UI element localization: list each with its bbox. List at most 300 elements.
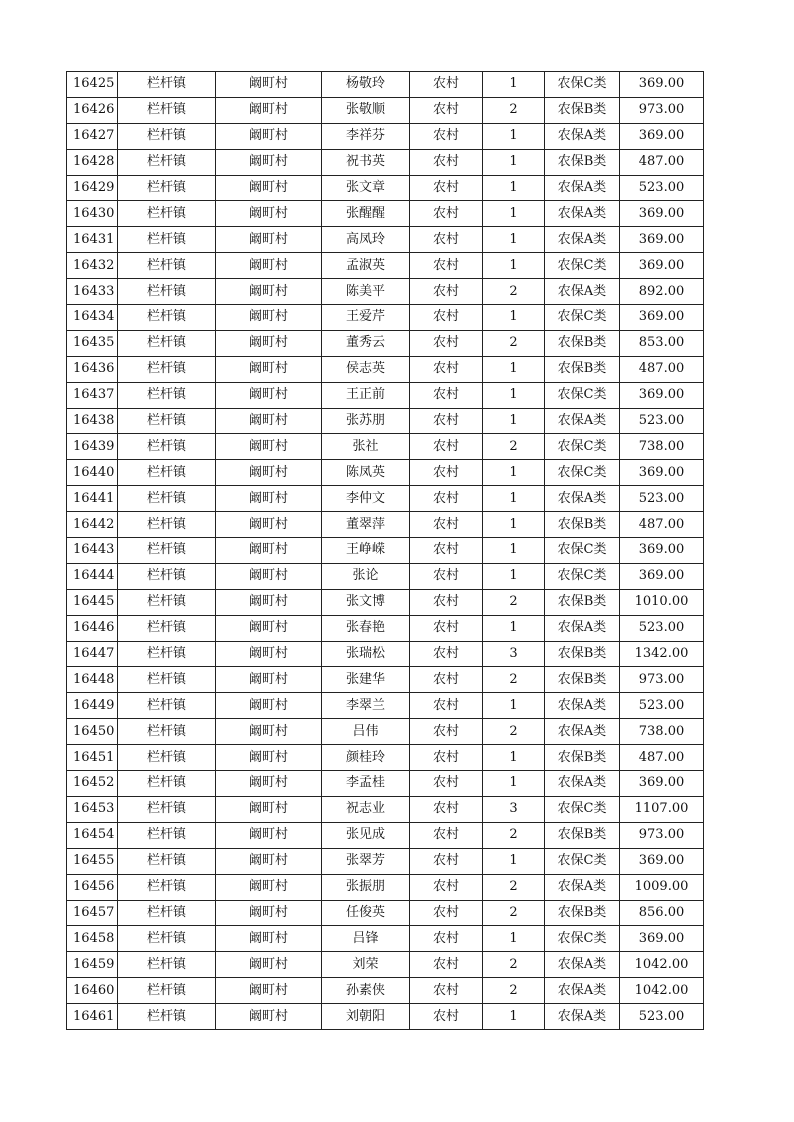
area-type-cell: 农村 (410, 745, 483, 771)
village-cell: 阚町村 (216, 1004, 322, 1030)
insurance-category-cell: 农保C类 (545, 460, 620, 486)
household-count-cell: 2 (483, 589, 545, 615)
amount-cell: 523.00 (620, 615, 704, 641)
household-count-cell: 1 (483, 175, 545, 201)
table-row (67, 382, 704, 408)
amount-cell: 856.00 (620, 900, 704, 926)
name-cell: 李翠兰 (322, 693, 410, 719)
village-cell: 阚町村 (216, 771, 322, 797)
village-cell: 阚町村 (216, 434, 322, 460)
area-type-cell: 农村 (410, 615, 483, 641)
household-count-cell: 2 (483, 978, 545, 1004)
record-id-cell: 16451 (67, 745, 118, 771)
town-cell: 栏杆镇 (118, 615, 216, 641)
town-cell: 栏杆镇 (118, 512, 216, 538)
amount-cell: 369.00 (620, 123, 704, 149)
insurance-category-cell: 农保A类 (545, 486, 620, 512)
record-id-cell: 16444 (67, 563, 118, 589)
record-id-cell: 16458 (67, 926, 118, 952)
area-type-cell: 农村 (410, 874, 483, 900)
name-cell: 吕锋 (322, 926, 410, 952)
household-count-cell: 1 (483, 563, 545, 589)
area-type-cell: 农村 (410, 279, 483, 305)
table-row (67, 874, 704, 900)
amount-cell: 1009.00 (620, 874, 704, 900)
amount-cell: 973.00 (620, 667, 704, 693)
name-cell: 李孟桂 (322, 771, 410, 797)
insurance-category-cell: 农保A类 (545, 408, 620, 434)
name-cell: 李仲文 (322, 486, 410, 512)
record-id-cell: 16441 (67, 486, 118, 512)
amount-cell: 369.00 (620, 538, 704, 564)
area-type-cell: 农村 (410, 719, 483, 745)
town-cell: 栏杆镇 (118, 175, 216, 201)
household-count-cell: 2 (483, 97, 545, 123)
table-row (67, 408, 704, 434)
table-row (67, 848, 704, 874)
insurance-category-cell: 农保B类 (545, 589, 620, 615)
name-cell: 董翠萍 (322, 512, 410, 538)
name-cell: 陈凤英 (322, 460, 410, 486)
household-count-cell: 1 (483, 123, 545, 149)
table-row (67, 745, 704, 771)
town-cell: 栏杆镇 (118, 201, 216, 227)
insurance-category-cell: 农保C类 (545, 848, 620, 874)
table-row (67, 796, 704, 822)
table-row (67, 771, 704, 797)
household-count-cell: 2 (483, 900, 545, 926)
area-type-cell: 农村 (410, 149, 483, 175)
table-row (67, 1004, 704, 1030)
amount-cell: 369.00 (620, 382, 704, 408)
amount-cell: 1342.00 (620, 641, 704, 667)
village-cell: 阚町村 (216, 330, 322, 356)
town-cell: 栏杆镇 (118, 719, 216, 745)
area-type-cell: 农村 (410, 693, 483, 719)
village-cell: 阚町村 (216, 745, 322, 771)
household-count-cell: 1 (483, 149, 545, 175)
name-cell: 张见成 (322, 822, 410, 848)
town-cell: 栏杆镇 (118, 149, 216, 175)
record-id-cell: 16443 (67, 538, 118, 564)
area-type-cell: 农村 (410, 305, 483, 331)
insurance-category-cell: 农保C类 (545, 72, 620, 98)
record-id-cell: 16435 (67, 330, 118, 356)
table-row (67, 693, 704, 719)
insurance-category-cell: 农保C类 (545, 305, 620, 331)
name-cell: 高凤玲 (322, 227, 410, 253)
table-row (67, 356, 704, 382)
village-cell: 阚町村 (216, 227, 322, 253)
name-cell: 张社 (322, 434, 410, 460)
record-id-cell: 16437 (67, 382, 118, 408)
amount-cell: 369.00 (620, 848, 704, 874)
table-row (67, 667, 704, 693)
village-cell: 阚町村 (216, 408, 322, 434)
insurance-category-cell: 农保B类 (545, 641, 620, 667)
record-id-cell: 16446 (67, 615, 118, 641)
village-cell: 阚町村 (216, 848, 322, 874)
household-count-cell: 1 (483, 512, 545, 538)
household-count-cell: 3 (483, 796, 545, 822)
town-cell: 栏杆镇 (118, 123, 216, 149)
town-cell: 栏杆镇 (118, 926, 216, 952)
name-cell: 王正前 (322, 382, 410, 408)
insurance-category-cell: 农保B类 (545, 667, 620, 693)
record-id-cell: 16456 (67, 874, 118, 900)
amount-cell: 487.00 (620, 149, 704, 175)
insurance-category-cell: 农保A类 (545, 175, 620, 201)
table-row (67, 900, 704, 926)
area-type-cell: 农村 (410, 926, 483, 952)
area-type-cell: 农村 (410, 434, 483, 460)
area-type-cell: 农村 (410, 1004, 483, 1030)
village-cell: 阚町村 (216, 97, 322, 123)
household-count-cell: 1 (483, 771, 545, 797)
record-id-cell: 16452 (67, 771, 118, 797)
village-cell: 阚町村 (216, 460, 322, 486)
record-id-cell: 16442 (67, 512, 118, 538)
household-count-cell: 2 (483, 952, 545, 978)
area-type-cell: 农村 (410, 978, 483, 1004)
table-row (67, 175, 704, 201)
name-cell: 孙素侠 (322, 978, 410, 1004)
household-count-cell: 1 (483, 227, 545, 253)
town-cell: 栏杆镇 (118, 641, 216, 667)
insurance-category-cell: 农保A类 (545, 227, 620, 253)
town-cell: 栏杆镇 (118, 589, 216, 615)
name-cell: 侯志英 (322, 356, 410, 382)
village-cell: 阚町村 (216, 512, 322, 538)
area-type-cell: 农村 (410, 408, 483, 434)
table-row (67, 615, 704, 641)
insurance-category-cell: 农保A类 (545, 771, 620, 797)
area-type-cell: 农村 (410, 512, 483, 538)
amount-cell: 369.00 (620, 771, 704, 797)
household-count-cell: 2 (483, 434, 545, 460)
amount-cell: 369.00 (620, 253, 704, 279)
record-id-cell: 16428 (67, 149, 118, 175)
area-type-cell: 农村 (410, 123, 483, 149)
insurance-category-cell: 农保C类 (545, 926, 620, 952)
record-id-cell: 16440 (67, 460, 118, 486)
area-type-cell: 农村 (410, 253, 483, 279)
table-row (67, 538, 704, 564)
insurance-category-cell: 农保C类 (545, 796, 620, 822)
area-type-cell: 农村 (410, 538, 483, 564)
insurance-category-cell: 农保B类 (545, 97, 620, 123)
record-id-cell: 16425 (67, 72, 118, 98)
area-type-cell: 农村 (410, 175, 483, 201)
area-type-cell: 农村 (410, 641, 483, 667)
town-cell: 栏杆镇 (118, 279, 216, 305)
amount-cell: 973.00 (620, 97, 704, 123)
data-table (66, 71, 704, 1030)
village-cell: 阚町村 (216, 279, 322, 305)
name-cell: 杨敬玲 (322, 72, 410, 98)
town-cell: 栏杆镇 (118, 693, 216, 719)
insurance-category-cell: 农保B类 (545, 900, 620, 926)
table-row (67, 201, 704, 227)
household-count-cell: 1 (483, 201, 545, 227)
record-id-cell: 16445 (67, 589, 118, 615)
town-cell: 栏杆镇 (118, 796, 216, 822)
name-cell: 张苏朋 (322, 408, 410, 434)
town-cell: 栏杆镇 (118, 97, 216, 123)
name-cell: 刘荣 (322, 952, 410, 978)
area-type-cell: 农村 (410, 589, 483, 615)
insurance-category-cell: 农保B类 (545, 149, 620, 175)
record-id-cell: 16448 (67, 667, 118, 693)
village-cell: 阚町村 (216, 589, 322, 615)
village-cell: 阚町村 (216, 486, 322, 512)
record-id-cell: 16461 (67, 1004, 118, 1030)
town-cell: 栏杆镇 (118, 1004, 216, 1030)
insurance-category-cell: 农保A类 (545, 978, 620, 1004)
household-count-cell: 2 (483, 719, 545, 745)
village-cell: 阚町村 (216, 175, 322, 201)
insurance-category-cell: 农保A类 (545, 201, 620, 227)
name-cell: 吕伟 (322, 719, 410, 745)
village-cell: 阚町村 (216, 538, 322, 564)
record-id-cell: 16453 (67, 796, 118, 822)
name-cell: 祝书英 (322, 149, 410, 175)
town-cell: 栏杆镇 (118, 874, 216, 900)
town-cell: 栏杆镇 (118, 486, 216, 512)
village-cell: 阚町村 (216, 123, 322, 149)
household-count-cell: 1 (483, 253, 545, 279)
name-cell: 张振朋 (322, 874, 410, 900)
household-count-cell: 2 (483, 279, 545, 305)
area-type-cell: 农村 (410, 563, 483, 589)
name-cell: 张文博 (322, 589, 410, 615)
household-count-cell: 1 (483, 460, 545, 486)
household-count-cell: 1 (483, 615, 545, 641)
amount-cell: 523.00 (620, 1004, 704, 1030)
insurance-category-cell: 农保A类 (545, 719, 620, 745)
table-row (67, 952, 704, 978)
household-count-cell: 1 (483, 408, 545, 434)
household-count-cell: 2 (483, 330, 545, 356)
town-cell: 栏杆镇 (118, 330, 216, 356)
name-cell: 张论 (322, 563, 410, 589)
area-type-cell: 农村 (410, 848, 483, 874)
amount-cell: 369.00 (620, 563, 704, 589)
town-cell: 栏杆镇 (118, 900, 216, 926)
amount-cell: 973.00 (620, 822, 704, 848)
area-type-cell: 农村 (410, 460, 483, 486)
town-cell: 栏杆镇 (118, 771, 216, 797)
insurance-category-cell: 农保A类 (545, 279, 620, 305)
area-type-cell: 农村 (410, 796, 483, 822)
amount-cell: 369.00 (620, 72, 704, 98)
record-id-cell: 16429 (67, 175, 118, 201)
amount-cell: 523.00 (620, 693, 704, 719)
household-count-cell: 1 (483, 848, 545, 874)
area-type-cell: 农村 (410, 72, 483, 98)
name-cell: 刘朝阳 (322, 1004, 410, 1030)
village-cell: 阚町村 (216, 926, 322, 952)
name-cell: 张翠芳 (322, 848, 410, 874)
town-cell: 栏杆镇 (118, 227, 216, 253)
village-cell: 阚町村 (216, 822, 322, 848)
town-cell: 栏杆镇 (118, 253, 216, 279)
village-cell: 阚町村 (216, 382, 322, 408)
amount-cell: 487.00 (620, 745, 704, 771)
name-cell: 任俊英 (322, 900, 410, 926)
insurance-category-cell: 农保B类 (545, 745, 620, 771)
village-cell: 阚町村 (216, 356, 322, 382)
record-id-cell: 16455 (67, 848, 118, 874)
amount-cell: 738.00 (620, 719, 704, 745)
town-cell: 栏杆镇 (118, 978, 216, 1004)
area-type-cell: 农村 (410, 382, 483, 408)
household-count-cell: 2 (483, 667, 545, 693)
household-count-cell: 2 (483, 874, 545, 900)
area-type-cell: 农村 (410, 201, 483, 227)
amount-cell: 1107.00 (620, 796, 704, 822)
record-id-cell: 16460 (67, 978, 118, 1004)
area-type-cell: 农村 (410, 771, 483, 797)
amount-cell: 523.00 (620, 408, 704, 434)
insurance-category-cell: 农保C类 (545, 538, 620, 564)
household-count-cell: 1 (483, 72, 545, 98)
insurance-category-cell: 农保A类 (545, 874, 620, 900)
town-cell: 栏杆镇 (118, 72, 216, 98)
name-cell: 祝志业 (322, 796, 410, 822)
town-cell: 栏杆镇 (118, 356, 216, 382)
amount-cell: 892.00 (620, 279, 704, 305)
name-cell: 陈美平 (322, 279, 410, 305)
town-cell: 栏杆镇 (118, 538, 216, 564)
table-row (67, 460, 704, 486)
table-row (67, 279, 704, 305)
insurance-category-cell: 农保A类 (545, 952, 620, 978)
record-id-cell: 16433 (67, 279, 118, 305)
town-cell: 栏杆镇 (118, 408, 216, 434)
insurance-category-cell: 农保A类 (545, 1004, 620, 1030)
record-id-cell: 16457 (67, 900, 118, 926)
village-cell: 阚町村 (216, 641, 322, 667)
amount-cell: 853.00 (620, 330, 704, 356)
area-type-cell: 农村 (410, 667, 483, 693)
name-cell: 董秀云 (322, 330, 410, 356)
insurance-category-cell: 农保B类 (545, 512, 620, 538)
area-type-cell: 农村 (410, 356, 483, 382)
amount-cell: 738.00 (620, 434, 704, 460)
record-id-cell: 16449 (67, 693, 118, 719)
table-row (67, 589, 704, 615)
insurance-category-cell: 农保C类 (545, 253, 620, 279)
name-cell: 张瑞松 (322, 641, 410, 667)
amount-cell: 369.00 (620, 201, 704, 227)
village-cell: 阚町村 (216, 693, 322, 719)
record-id-cell: 16438 (67, 408, 118, 434)
village-cell: 阚町村 (216, 201, 322, 227)
amount-cell: 369.00 (620, 227, 704, 253)
record-id-cell: 16447 (67, 641, 118, 667)
table-row (67, 97, 704, 123)
household-count-cell: 3 (483, 641, 545, 667)
record-id-cell: 16427 (67, 123, 118, 149)
area-type-cell: 农村 (410, 952, 483, 978)
amount-cell: 487.00 (620, 356, 704, 382)
village-cell: 阚町村 (216, 667, 322, 693)
table-row (67, 253, 704, 279)
amount-cell: 369.00 (620, 926, 704, 952)
name-cell: 王爱芹 (322, 305, 410, 331)
insurance-category-cell: 农保A类 (545, 123, 620, 149)
town-cell: 栏杆镇 (118, 745, 216, 771)
table-row (67, 434, 704, 460)
village-cell: 阚町村 (216, 563, 322, 589)
village-cell: 阚町村 (216, 874, 322, 900)
household-count-cell: 1 (483, 926, 545, 952)
town-cell: 栏杆镇 (118, 382, 216, 408)
name-cell: 张敬顺 (322, 97, 410, 123)
household-count-cell: 2 (483, 822, 545, 848)
amount-cell: 1042.00 (620, 952, 704, 978)
amount-cell: 369.00 (620, 460, 704, 486)
amount-cell: 523.00 (620, 175, 704, 201)
name-cell: 张春艳 (322, 615, 410, 641)
amount-cell: 369.00 (620, 305, 704, 331)
household-count-cell: 1 (483, 356, 545, 382)
household-count-cell: 1 (483, 745, 545, 771)
name-cell: 张文章 (322, 175, 410, 201)
household-count-cell: 1 (483, 382, 545, 408)
area-type-cell: 农村 (410, 900, 483, 926)
record-id-cell: 16450 (67, 719, 118, 745)
table-row (67, 227, 704, 253)
town-cell: 栏杆镇 (118, 667, 216, 693)
area-type-cell: 农村 (410, 822, 483, 848)
household-count-cell: 1 (483, 305, 545, 331)
town-cell: 栏杆镇 (118, 848, 216, 874)
village-cell: 阚町村 (216, 72, 322, 98)
town-cell: 栏杆镇 (118, 563, 216, 589)
record-id-cell: 16436 (67, 356, 118, 382)
area-type-cell: 农村 (410, 330, 483, 356)
table-row (67, 149, 704, 175)
amount-cell: 1010.00 (620, 589, 704, 615)
record-id-cell: 16432 (67, 253, 118, 279)
area-type-cell: 农村 (410, 97, 483, 123)
area-type-cell: 农村 (410, 486, 483, 512)
area-type-cell: 农村 (410, 227, 483, 253)
record-id-cell: 16430 (67, 201, 118, 227)
insurance-category-cell: 农保A类 (545, 615, 620, 641)
table-row (67, 123, 704, 149)
table-row (67, 330, 704, 356)
name-cell: 孟淑英 (322, 253, 410, 279)
record-id-cell: 16434 (67, 305, 118, 331)
table-row (67, 978, 704, 1004)
insurance-category-cell: 农保C类 (545, 434, 620, 460)
amount-cell: 523.00 (620, 486, 704, 512)
household-count-cell: 1 (483, 538, 545, 564)
record-id-cell: 16439 (67, 434, 118, 460)
village-cell: 阚町村 (216, 305, 322, 331)
town-cell: 栏杆镇 (118, 952, 216, 978)
record-id-cell: 16454 (67, 822, 118, 848)
record-id-cell: 16459 (67, 952, 118, 978)
village-cell: 阚町村 (216, 796, 322, 822)
table-row (67, 563, 704, 589)
table-row (67, 72, 704, 98)
village-cell: 阚町村 (216, 149, 322, 175)
table-row (67, 305, 704, 331)
